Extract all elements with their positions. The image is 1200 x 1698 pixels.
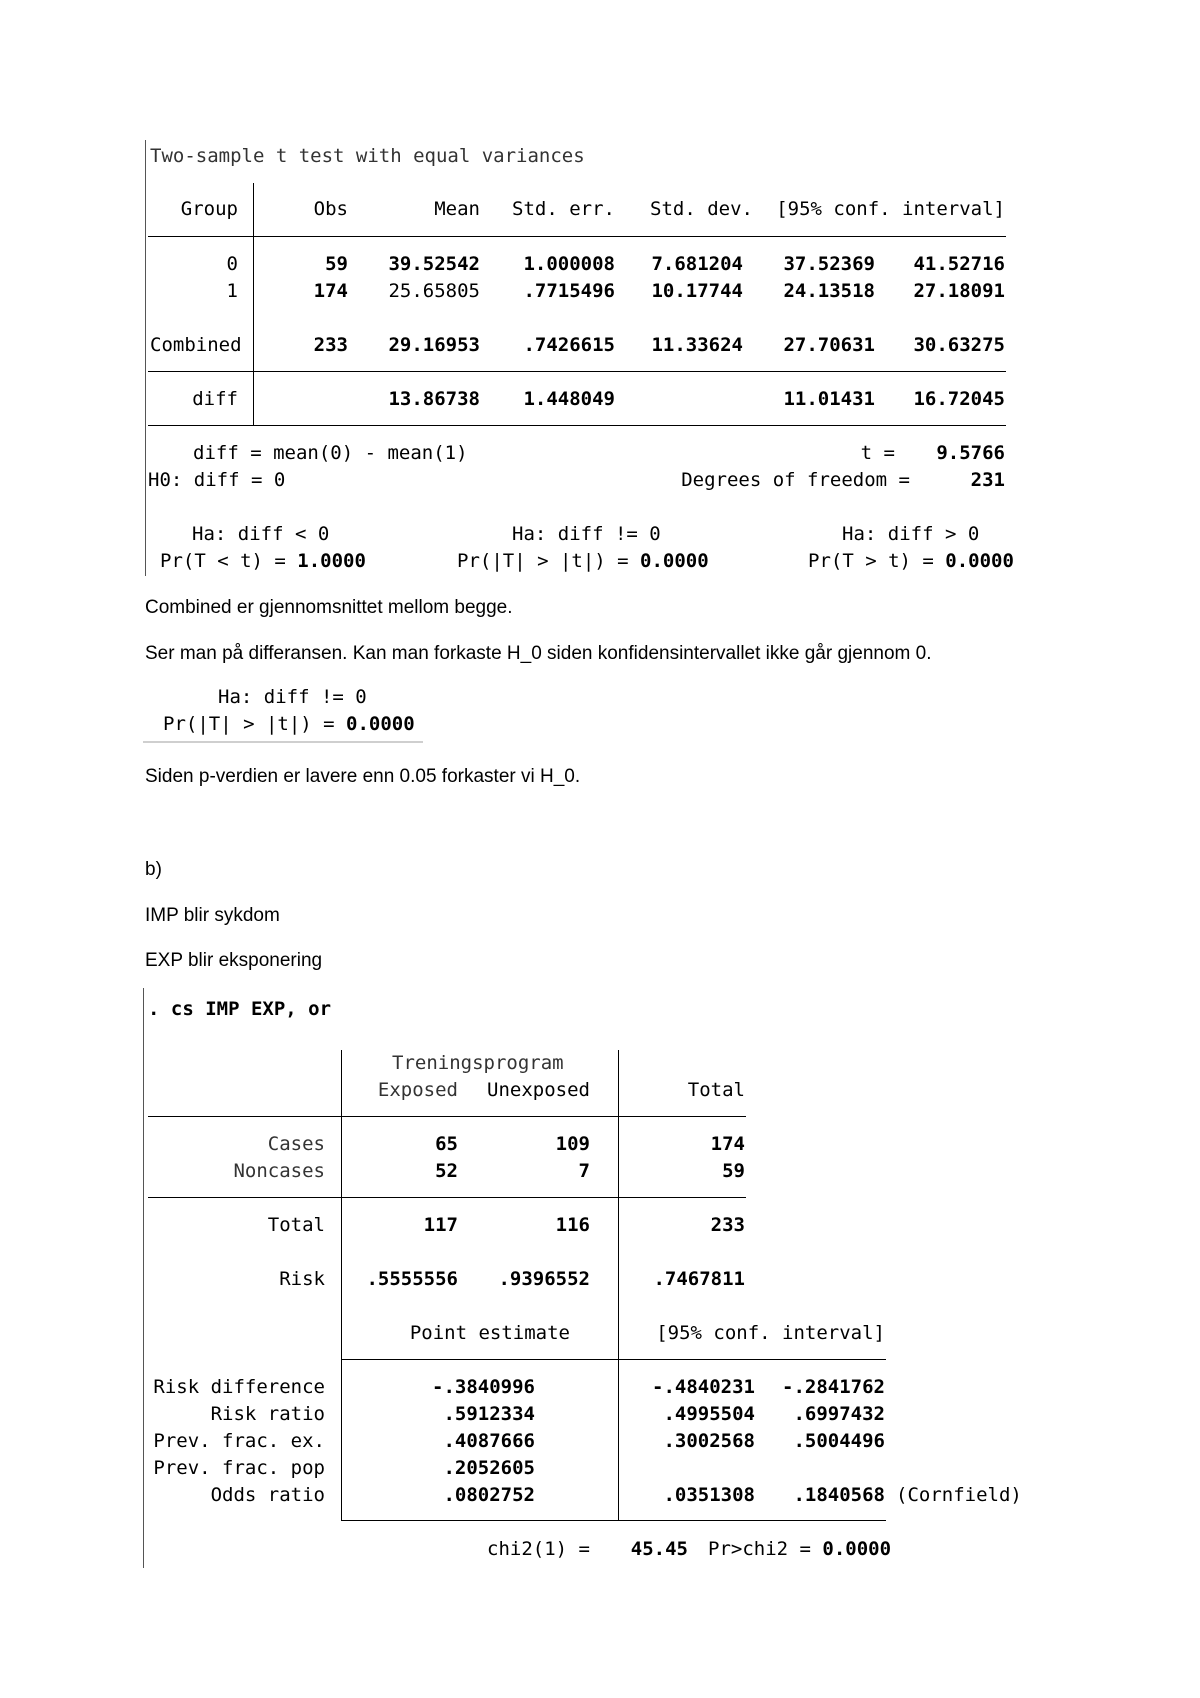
ttest-header-rule <box>148 236 1006 237</box>
ttest-df-value: 231 <box>970 469 1005 491</box>
snippet-p: Pr(|T| > |t|) = 0.0000 <box>163 713 415 735</box>
cs-est-value: .4087666 <box>443 1430 535 1452</box>
paragraph-difference: Ser man på differansen. Kan man forkaste H_0 siden konfidensintervallet ikke går gjennom 0. <box>145 643 932 664</box>
cs-ci-header: [95% conf. interval] <box>656 1322 885 1344</box>
ttest-row-ci-low: 24.13518 <box>783 280 875 302</box>
cs-frame-border <box>143 988 144 1568</box>
cs-chi2-p: Pr>chi2 = 0.0000 <box>708 1538 892 1560</box>
ttest-diff-label: diff <box>192 388 238 410</box>
cs-est-label: Prev. frac. pop <box>153 1457 325 1479</box>
ttest-vertical-divider <box>253 183 254 425</box>
cs-est-ci-high: .5004496 <box>793 1430 885 1452</box>
cs-col-unexposed: Unexposed <box>487 1079 590 1101</box>
ttest-row-group: Combined <box>150 334 242 356</box>
ttest-df-label: Degrees of freedom = <box>681 469 910 491</box>
cs-header-rule <box>148 1116 746 1117</box>
ttest-diff-ci-high: 16.72045 <box>913 388 1005 410</box>
cs-row-unexposed: 7 <box>578 1160 590 1182</box>
ttest-header-sd: Std. dev. <box>650 198 753 220</box>
cs-total-exposed: 117 <box>423 1214 458 1236</box>
cs-est-label: Risk difference <box>153 1376 325 1398</box>
ttest-p-right: Pr(T > t) = 0.0000 <box>808 550 1014 572</box>
ttest-p-two-sided: Pr(|T| > |t|) = 0.0000 <box>457 550 709 572</box>
ttest-diff-ci-low: 11.01431 <box>783 388 875 410</box>
cs-est-ci-low: .0351308 <box>663 1484 755 1506</box>
cs-point-estimate-header: Point estimate <box>409 1322 570 1344</box>
cs-est-value: .0802752 <box>443 1484 535 1506</box>
cs-vertical-divider-left <box>341 1050 342 1520</box>
cs-est-label: Prev. frac. ex. <box>153 1430 325 1452</box>
cs-row-label: Cases <box>267 1133 325 1155</box>
ttest-t-value: 9.5766 <box>936 442 1005 464</box>
cs-row-exposed: 52 <box>435 1160 458 1182</box>
cs-chi2-label: chi2(1) = <box>487 1538 590 1560</box>
ttest-diff-rule <box>148 425 1006 426</box>
ttest-row-ci-high: 41.52716 <box>913 253 1005 275</box>
ttest-row-mean: 39.52542 <box>388 253 480 275</box>
ttest-row-ci-high: 27.18091 <box>913 280 1005 302</box>
cs-est-value: .5912334 <box>443 1403 535 1425</box>
ttest-diff-se: 1.448049 <box>523 388 615 410</box>
cs-row-label: Noncases <box>233 1160 325 1182</box>
cs-col-exposed: Exposed <box>377 1079 458 1101</box>
cs-row-total: 59 <box>722 1160 745 1182</box>
ttest-null-hypothesis: H0: diff = 0 <box>148 469 286 491</box>
cs-col-total: Total <box>687 1079 745 1101</box>
cs-est-value: -.3840996 <box>432 1376 535 1398</box>
ttest-ha-right: Ha: diff > 0 <box>842 523 980 545</box>
cs-chi2-value: 45.45 <box>630 1538 688 1560</box>
paragraph-exp: EXP blir eksponering <box>145 950 323 971</box>
cs-command: . cs IMP EXP, or <box>148 998 332 1020</box>
cs-risk-label: Risk <box>279 1268 325 1290</box>
cs-est-ci-high: .6997432 <box>793 1403 885 1425</box>
cs-total-unexposed: 116 <box>555 1214 590 1236</box>
ttest-row-mean: 29.16953 <box>388 334 480 356</box>
cs-row-exposed: 65 <box>435 1133 458 1155</box>
ttest-header-se: Std. err. <box>512 198 615 220</box>
ttest-row-ci-low: 27.70631 <box>783 334 875 356</box>
snippet-ha: Ha: diff != 0 <box>218 686 367 708</box>
ttest-diff-definition: diff = mean(0) - mean(1) <box>193 442 468 464</box>
ttest-row-group: 1 <box>226 280 238 302</box>
ttest-row-se: 1.000008 <box>523 253 615 275</box>
ttest-title: Two-sample t test with equal variances <box>150 145 585 167</box>
cs-est-ci-high: -.2841762 <box>782 1376 885 1398</box>
ttest-ha-two-sided: Ha: diff != 0 <box>512 523 661 545</box>
cs-est-ci-low: .4995504 <box>663 1403 755 1425</box>
cs-est-note: (Cornfield) <box>896 1484 1022 1506</box>
cs-estimate-rule <box>341 1359 886 1360</box>
ttest-row-ci-low: 37.52369 <box>783 253 875 275</box>
cs-est-ci-low: .3002568 <box>663 1430 755 1452</box>
cs-group-title: Treningsprogram <box>392 1052 564 1074</box>
paragraph-imp: IMP blir sykdom <box>145 905 280 926</box>
ttest-row-se: .7426615 <box>523 334 615 356</box>
ttest-row-se: .7715496 <box>523 280 615 302</box>
ttest-p-left: Pr(T < t) = 1.0000 <box>160 550 366 572</box>
snippet-underline <box>143 741 423 743</box>
ttest-diff-mean: 13.86738 <box>388 388 480 410</box>
cs-est-ci-high: .1840568 <box>793 1484 885 1506</box>
ttest-row-obs: 233 <box>313 334 348 356</box>
cs-vertical-divider-right <box>618 1050 619 1520</box>
ttest-t-label: t = <box>860 442 895 464</box>
cs-total-total: 233 <box>710 1214 745 1236</box>
ttest-row-sd: 11.33624 <box>651 334 743 356</box>
cs-risk-exposed: .5555556 <box>366 1268 458 1290</box>
ttest-frame-border <box>145 140 146 576</box>
cs-total-label: Total <box>267 1214 325 1236</box>
ttest-header-group: Group <box>180 198 238 220</box>
ttest-row-ci-high: 30.63275 <box>913 334 1005 356</box>
ttest-ha-left: Ha: diff < 0 <box>192 523 330 545</box>
paragraph-combined: Combined er gjennomsnittet mellom begge. <box>145 597 513 618</box>
cs-bottom-rule <box>341 1520 886 1521</box>
cs-est-label: Odds ratio <box>210 1484 325 1506</box>
ttest-combined-rule <box>148 371 1006 372</box>
ttest-row-sd: 7.681204 <box>651 253 743 275</box>
ttest-header-mean: Mean <box>434 198 480 220</box>
cs-risk-unexposed: .9396552 <box>498 1268 590 1290</box>
paragraph-conclusion: Siden p-verdien er lavere enn 0.05 forkaster vi H_0. <box>145 766 581 787</box>
ttest-row-mean: 25.65805 <box>388 280 480 302</box>
cs-row-unexposed: 109 <box>555 1133 590 1155</box>
ttest-row-obs: 174 <box>313 280 348 302</box>
cs-cases-rule <box>148 1197 746 1198</box>
ttest-row-group: 0 <box>226 253 238 275</box>
cs-est-ci-low: -.4840231 <box>652 1376 755 1398</box>
cs-est-label: Risk ratio <box>210 1403 325 1425</box>
cs-row-total: 174 <box>710 1133 745 1155</box>
ttest-row-sd: 10.17744 <box>651 280 743 302</box>
cs-est-value: .2052605 <box>443 1457 535 1479</box>
section-heading-b: b) <box>145 859 162 880</box>
ttest-header-obs: Obs <box>313 198 348 220</box>
ttest-header-ci: [95% conf. interval] <box>776 198 1005 220</box>
ttest-row-obs: 59 <box>325 253 348 275</box>
cs-risk-total: .7467811 <box>653 1268 745 1290</box>
